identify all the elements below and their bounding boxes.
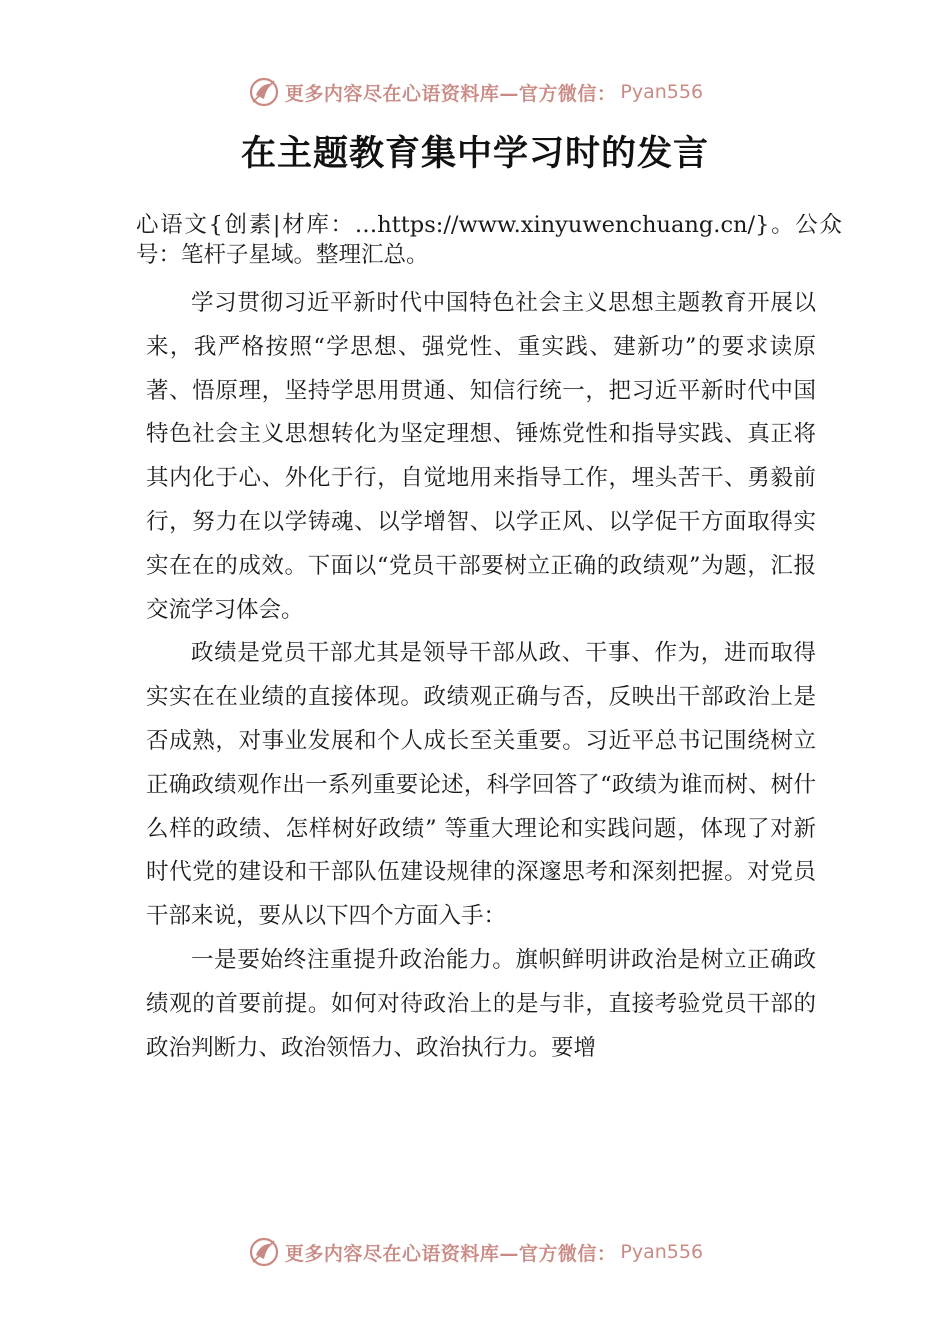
source-line: 心语文{创素|材库：…https://www.xinyuwenchuang.cn/}。公众号：笔杆子星域。整理汇总。: [136, 212, 842, 268]
watermark-footer: [0, 1232, 950, 1272]
brand-logo-icon: [247, 1235, 281, 1269]
document-body: [146, 282, 816, 1070]
paragraph: 一是要始终注重提升政治能力。旗帜鲜明讲政治是树立正确政绩观的首要前提。如何对待政治上的是与非，直接考验党员干部的政治判断力、政治领悟力、政治执行力。要增: [146, 946, 816, 1061]
watermark-wechat-id: Pyan556: [620, 1241, 704, 1263]
document-title: 在主题教育集中学习时的发言: [240, 133, 709, 174]
watermark-wechat-id: Pyan556: [620, 81, 704, 103]
brand-logo-icon: [247, 75, 281, 109]
watermark-header: [0, 72, 950, 112]
paragraph: 政绩是党员干部尤其是领导干部从政、干事、作为，进而取得实实在在业绩的直接体现。政绩观正确与否，反映出干部政治上是否成熟，对事业发展和个人成长至关重要。习近平总书记围绕树立正确政绩观作出一系列重要论述，科学回答了“政绩为谁而树、树什么样的政绩、怎样树好政绩” 等重大理论和实践问题，体现了对新时代党的建设和干部队伍建设规律的深邃思考和深刻把握。对党员干部来说，要从以下四个方面入手：: [146, 640, 816, 930]
paragraph: 学习贯彻习近平新时代中国特色社会主义思想主题教育开展以来，我严格按照“学思想、强党性、重实践、建新功”的要求读原著、悟原理，坚持学思用贯通、知信行统一，把习近平新时代中国特色社会主义思想转化为坚定理想、锤炼党性和指导实践、真正将其内化于心、外化于行，自觉地用来指导工作，埋头苦干、勇毅前行，努力在以学铸魂、以学增智、以学正风、以学促干方面取得实实在在的成效。下面以“党员干部要树立正确的政绩观”为题，汇报交流学习体会。: [146, 290, 816, 623]
watermark-text: 更多内容尽在心语资料库—官方微信：: [284, 1242, 617, 1265]
watermark-text: 更多内容尽在心语资料库—官方微信：: [284, 82, 617, 105]
